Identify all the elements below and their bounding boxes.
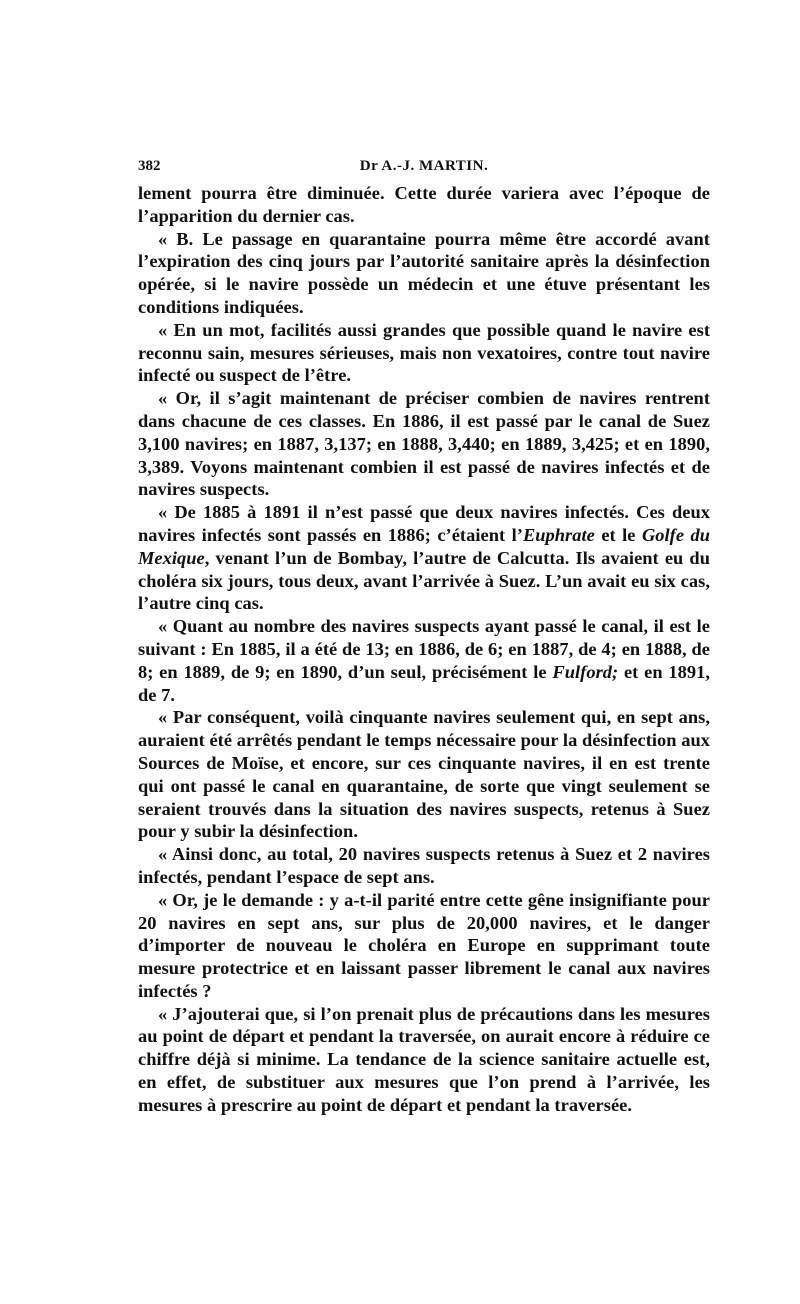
text-run: et le <box>594 524 642 545</box>
italic-text: Fulford; <box>552 661 619 682</box>
paragraph <box>138 1003 710 1117</box>
text-run: « B. Le passage en quarantaine pourra même être accordé avant l’expiration des cinq jours par l’autorité sanitaire après la désinfection opérée, si le navire possède un médecin et une étuve présentant les conditions indiquées. <box>138 228 710 317</box>
italic-text: Golfe du Mexique <box>138 524 711 568</box>
body-text <box>138 182 710 1117</box>
text-run: lement pourra être diminuée. Cette durée variera avec l’époque de l’apparition du dernier cas. <box>138 183 710 226</box>
page-number: 382 <box>138 158 161 174</box>
italic-text: Euphrate <box>522 524 595 545</box>
paragraph <box>138 319 710 387</box>
text-run: , venant l’un de Bombay, l’autre de Calcutta. Ils avaient eu du choléra six jours, tous deux, avant l’arrivée à Suez. L’un avait eu six cas, l’autre cinq cas. <box>138 547 710 614</box>
paragraph <box>138 615 710 706</box>
text-run: « J’ajouterai que, si l’on prenait plus de précautions dans les mesures au point de départ et pendant la traversée, on aurait encore à réduire ce chiffre déjà si minime. La tendance de la science sanitaire actuelle est, en effet, de substituer aux mesures que l’on prend à l’arrivée, les mesures à prescrire au point de départ et pendant la traversée. <box>138 1003 710 1115</box>
text-run: « De 1885 à 1891 il n’est passé que deux navires infectés. Ces deux navires infectés sont passés en 1886; c’étaient l’ <box>138 502 710 545</box>
paragraph <box>138 228 710 319</box>
text-run: « Or, je le demande : y a-t-il parité entre cette gêne insignifiante pour 20 navires en sept ans, sur plus de 20,000 navires, et le danger d’importer de nouveau le choléra en Europe en supprimant toute mesure protectrice et en laissant passer librement le canal aux navires infectés ? <box>138 889 710 1001</box>
paragraph <box>138 889 710 1003</box>
paragraph <box>138 843 710 889</box>
text-run: « Par conséquent, voilà cinquante navires seulement qui, en sept ans, auraient été arrêtés pendant le temps nécessaire pour la désinfection aux Sources de Moïse, et encore, sur ces cinquante navires, il en est trente qui ont passé le canal en quarantaine, de sorte que vingt seulement se seraient trouvés dans la situation des navires suspects, retenus à Suez pour y subir la désinfection. <box>138 707 710 842</box>
text-run: « En un mot, facilités aussi grandes que possible quand le navire est reconnu sain, mesures sérieuses, mais non vexatoires, contre tout navire infecté ou suspect de l’être. <box>138 319 710 386</box>
paragraph <box>138 501 710 615</box>
paragraph <box>138 182 710 228</box>
text-run: et en 1891, de 7. <box>138 661 711 705</box>
running-head-author: Dr A.-J. MARTIN. <box>359 158 489 174</box>
text-run: « Quant au nombre des navires suspects ayant passé le canal, il est le suivant : En 1885, il a été de 13; en 1886, de 6; en 1887, de 4; en 1888, de 8; en 1889, de 9; en 1890, d’un seul, précisément le <box>138 616 710 682</box>
page <box>138 158 710 1117</box>
running-header <box>138 158 710 182</box>
paragraph <box>138 706 710 843</box>
text-run: « Or, il s’agit maintenant de préciser combien de navires rentrent dans chacune de ces classes. En 1886, il est passé par le canal de Suez 3,100 navires; en 1887, 3,137; en 1888, 3,440; en 1889, 3,425; et en 1890, 3,389. Voyons maintenant combien il est passé de navires infectés et de navires suspects. <box>138 388 710 500</box>
text-run: « Ainsi donc, au total, 20 navires suspects retenus à Suez et 2 navires infectés, pendant l’espace de sept ans. <box>138 844 710 887</box>
paragraph <box>138 387 710 501</box>
